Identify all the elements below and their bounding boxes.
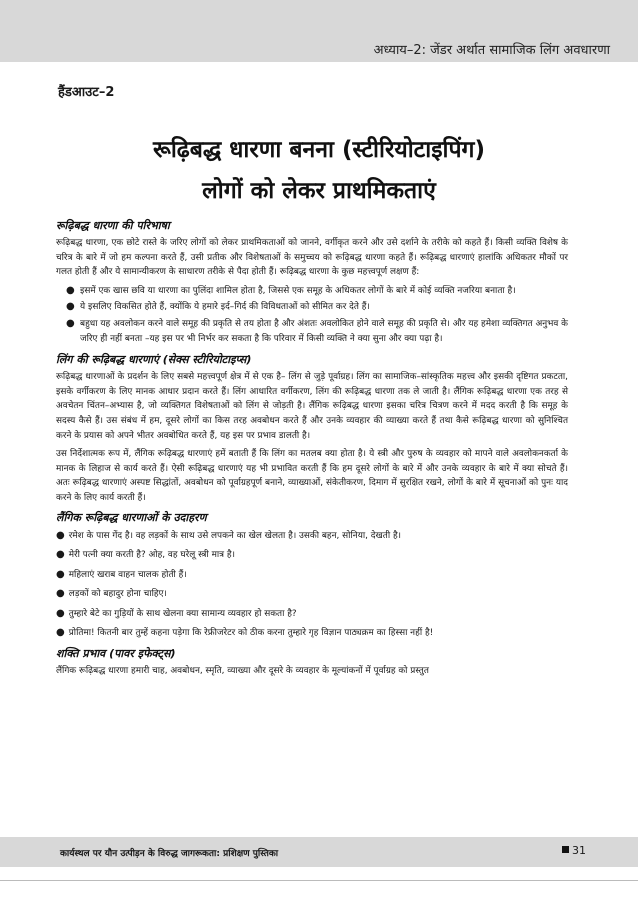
list-item-text: रमेश के पास गेंद है। वह लड़कों के साथ उसे लपकने का खेल खेलता है। उसकी बहन, सोनिया, देखती है। — [68, 530, 402, 541]
list-item-text: तुम्हारे बेटे का गुड़ियों के साथ खेलना क्या सामान्य व्यवहार हो सकता है? — [68, 608, 297, 619]
footer-title: कार्यस्थल पर यौन उत्पीड़न के विरुद्ध जागरूकता: प्रशिक्षण पुस्तिका — [60, 849, 279, 859]
square-bullet-icon — [562, 846, 569, 853]
section-heading-examples: लैंगिक रूढ़िबद्ध धारणाओं के उदाहरण — [56, 510, 207, 524]
list-item-text: लड़कों को बहादुर होना चाहिए। — [68, 589, 167, 599]
bullet-icon: ● — [56, 549, 65, 560]
section-heading-power-effects: शक्ति प्रभाव (पावर इफेक्ट्स) — [56, 646, 176, 660]
list-item-text: बहुधा यह अवलोकन करने वाले समूह की प्रकृति से तय होता है और अंशतः अवलोकित होने वाले समूह की प्रकृति से। और यह हमेशा व्यक्तिगत अनुभव के जरिए ही नहीं बनता –यह इस पर भी निर्भर कर सकता है कि परिवार में किसी व्यक्ति ने क्या सुना और क्या पढ़ा है। — [80, 318, 568, 344]
power-effects-paragraph: लैंगिक रूढ़िबद्ध धारणा हमारी चाह, अवबोधन, स्मृति, व्याख्या और दूसरे के व्यवहार के मूल्यांकनों में पूर्वाग्रह को प्रस्तुत — [56, 665, 429, 676]
section-heading-definition: रूढ़िबद्ध धारणा की परिभाषा — [56, 219, 170, 232]
characteristics-list — [56, 284, 568, 346]
examples-list — [56, 528, 568, 642]
bullet-icon: ● — [56, 568, 65, 580]
list-item — [56, 284, 568, 299]
bullet-icon: ● — [56, 588, 65, 599]
sex-stereotypes-paragraph-1: रूढ़िबद्ध धारणाओं के प्रदर्शन के लिए सबसे महत्त्वपूर्ण क्षेत्र में से एक है– लिंग से जुड़े पूर्वाग्रह। लिंग का सामाजिक–सांस्कृतिक महत्त्व और इसकी दृष्टिगत प्रकटता, इसके वर्गीकरण के लिए मानक आधार प्रदान करते हैं। लिंग आधारित वर्गीकरण, लिंग की रूढ़िबद्ध धारणा तक ले जाती है। लैंगिक रूढ़िबद्ध धारणा एक तरह से अवचेतन चिंतन–अभ्यास है, जो व्यक्तिगत विशेषताओं को लिंग से जोड़ती है। लैंगिक रूढ़िबद्ध धारणा इसका चरित्र चित्रण करने में मदद करती है कि समूह के सदस्य कैसे हैं। उस संबंध में हम, दूसरे लोगों का किस तरह अवबोधन करते हैं और उनके व्यवहार की व्याख्या करते हैं तथा कैसे रूढ़िबद्ध धारणा को सुनिश्चित करने के प्रयास को अपने भीतर अवबोधित करते हैं, यह इस पर प्रभाव डालती है। — [56, 372, 568, 441]
handout-label: हैंडआउट–2 — [58, 85, 115, 100]
list-item — [56, 567, 568, 584]
list-item — [56, 606, 568, 623]
page-number-value: 31 — [572, 844, 586, 857]
bullet-icon: ● — [56, 627, 65, 638]
chapter-title: अध्याय–2: जेंडर अर्थात सामाजिक लिंग अवधारणा — [373, 43, 610, 58]
list-item — [56, 625, 568, 642]
list-item — [56, 528, 568, 545]
list-item-text: ये इसलिए विकसित होते हैं, क्योंकि ये हमारे इर्द–गिर्द की विविधताओं को सीमित कर देते हैं। — [80, 302, 370, 313]
bullet-icon: ● — [66, 301, 75, 313]
bullet-icon: ● — [56, 529, 65, 541]
bullet-icon: ● — [66, 317, 75, 329]
section-heading-sex-stereotypes: लिंग की रूढ़िबद्ध धारणाएं (सेक्स स्टीरियोटाइप्स) — [56, 353, 252, 367]
bullet-icon: ● — [66, 284, 75, 296]
list-item-text: महिलाएं खराब वाहन चालक होती हैं। — [68, 569, 187, 580]
list-item — [56, 586, 568, 603]
list-item — [56, 300, 568, 315]
divider — [0, 880, 638, 881]
list-item-text: इसमें एक खास छवि या धारणा का पुलिंदा शामिल होता है, जिससे एक समूह के अधिकतर लोगों के बारे में कोई व्यक्ति नजरिया बनाता है। — [80, 285, 516, 296]
list-item-text: मेरी पत्नी क्या करती है? ओह, वह घरेलू स्त्री मात्र है। — [68, 550, 235, 560]
definition-paragraph: रूढ़िबद्ध धारणा, एक छोटे रास्ते के जरिए लोगों को लेकर प्राथमिकताओं को जानने, वर्गीकृत करने और उसे दर्शाने के तरीके को कहते हैं। किसी व्यक्ति विशेष के चरित्र के बारे में जो हम कल्पना करते हैं, उसी प्रतीक और विशेषताओं के समुच्चय को रूढ़िबद्ध धारणा कहते हैं। रूढ़िबद्ध धारणाएं हालांकि अधिकतर मौकों पर गलत होती हैं और ये सामान्यीकरण के साधारण तरीके से पैदा होती हैं। रूढ़िबद्ध धारणा के कुछ महत्त्वपूर्ण लक्षण हैं: — [56, 238, 568, 278]
document-body — [56, 214, 568, 682]
page-number — [562, 844, 586, 857]
list-item — [56, 547, 568, 564]
sex-stereotypes-paragraph-2: उस निर्देशात्मक रूप में, लैंगिक रूढ़िबद्ध धारणाएं हमें बताती हैं कि लिंग का मतलब क्या होता है। ये स्त्री और पुरुष के व्यवहार को मापने वाले अवलोकनकर्ता के मानक के लिहाज से कार्य करते हैं। ऐसी रूढ़िबद्ध धारणाएं यह भी प्रभावित करती हैं कि हम दूसरे लोगों के बारे में और उनके व्यवहार के बारे में क्या सोचते हैं। अतः रूढ़िबद्ध धारणाएं अस्पष्ट सिद्धांतों, अवबोधन को पूर्वाग्रहपूर्ण बनाने, व्याख्याओं, संकेतीकरण, दिमाग में सुरक्षित रखने, लोगों के बारे में सूचनाओं को पुनः याद करने के लिए कार्य करती हैं। — [56, 449, 568, 503]
list-item — [56, 317, 568, 346]
bullet-icon: ● — [56, 607, 65, 619]
page-subtitle: लोगों को लेकर प्राथमिकताएं — [202, 178, 436, 204]
list-item-text: प्रोतिमा! कितनी बार तुम्हें कहना पड़ेगा कि रेफ्रीजरेटर को ठीक करना तुम्हारे गृह विज्ञान पाठ्यक्रम का हिस्सा नहीं है! — [68, 628, 434, 638]
page-title: रूढ़िबद्ध धारणा बनना (स्टीरियोटाइपिंग) — [152, 137, 486, 163]
